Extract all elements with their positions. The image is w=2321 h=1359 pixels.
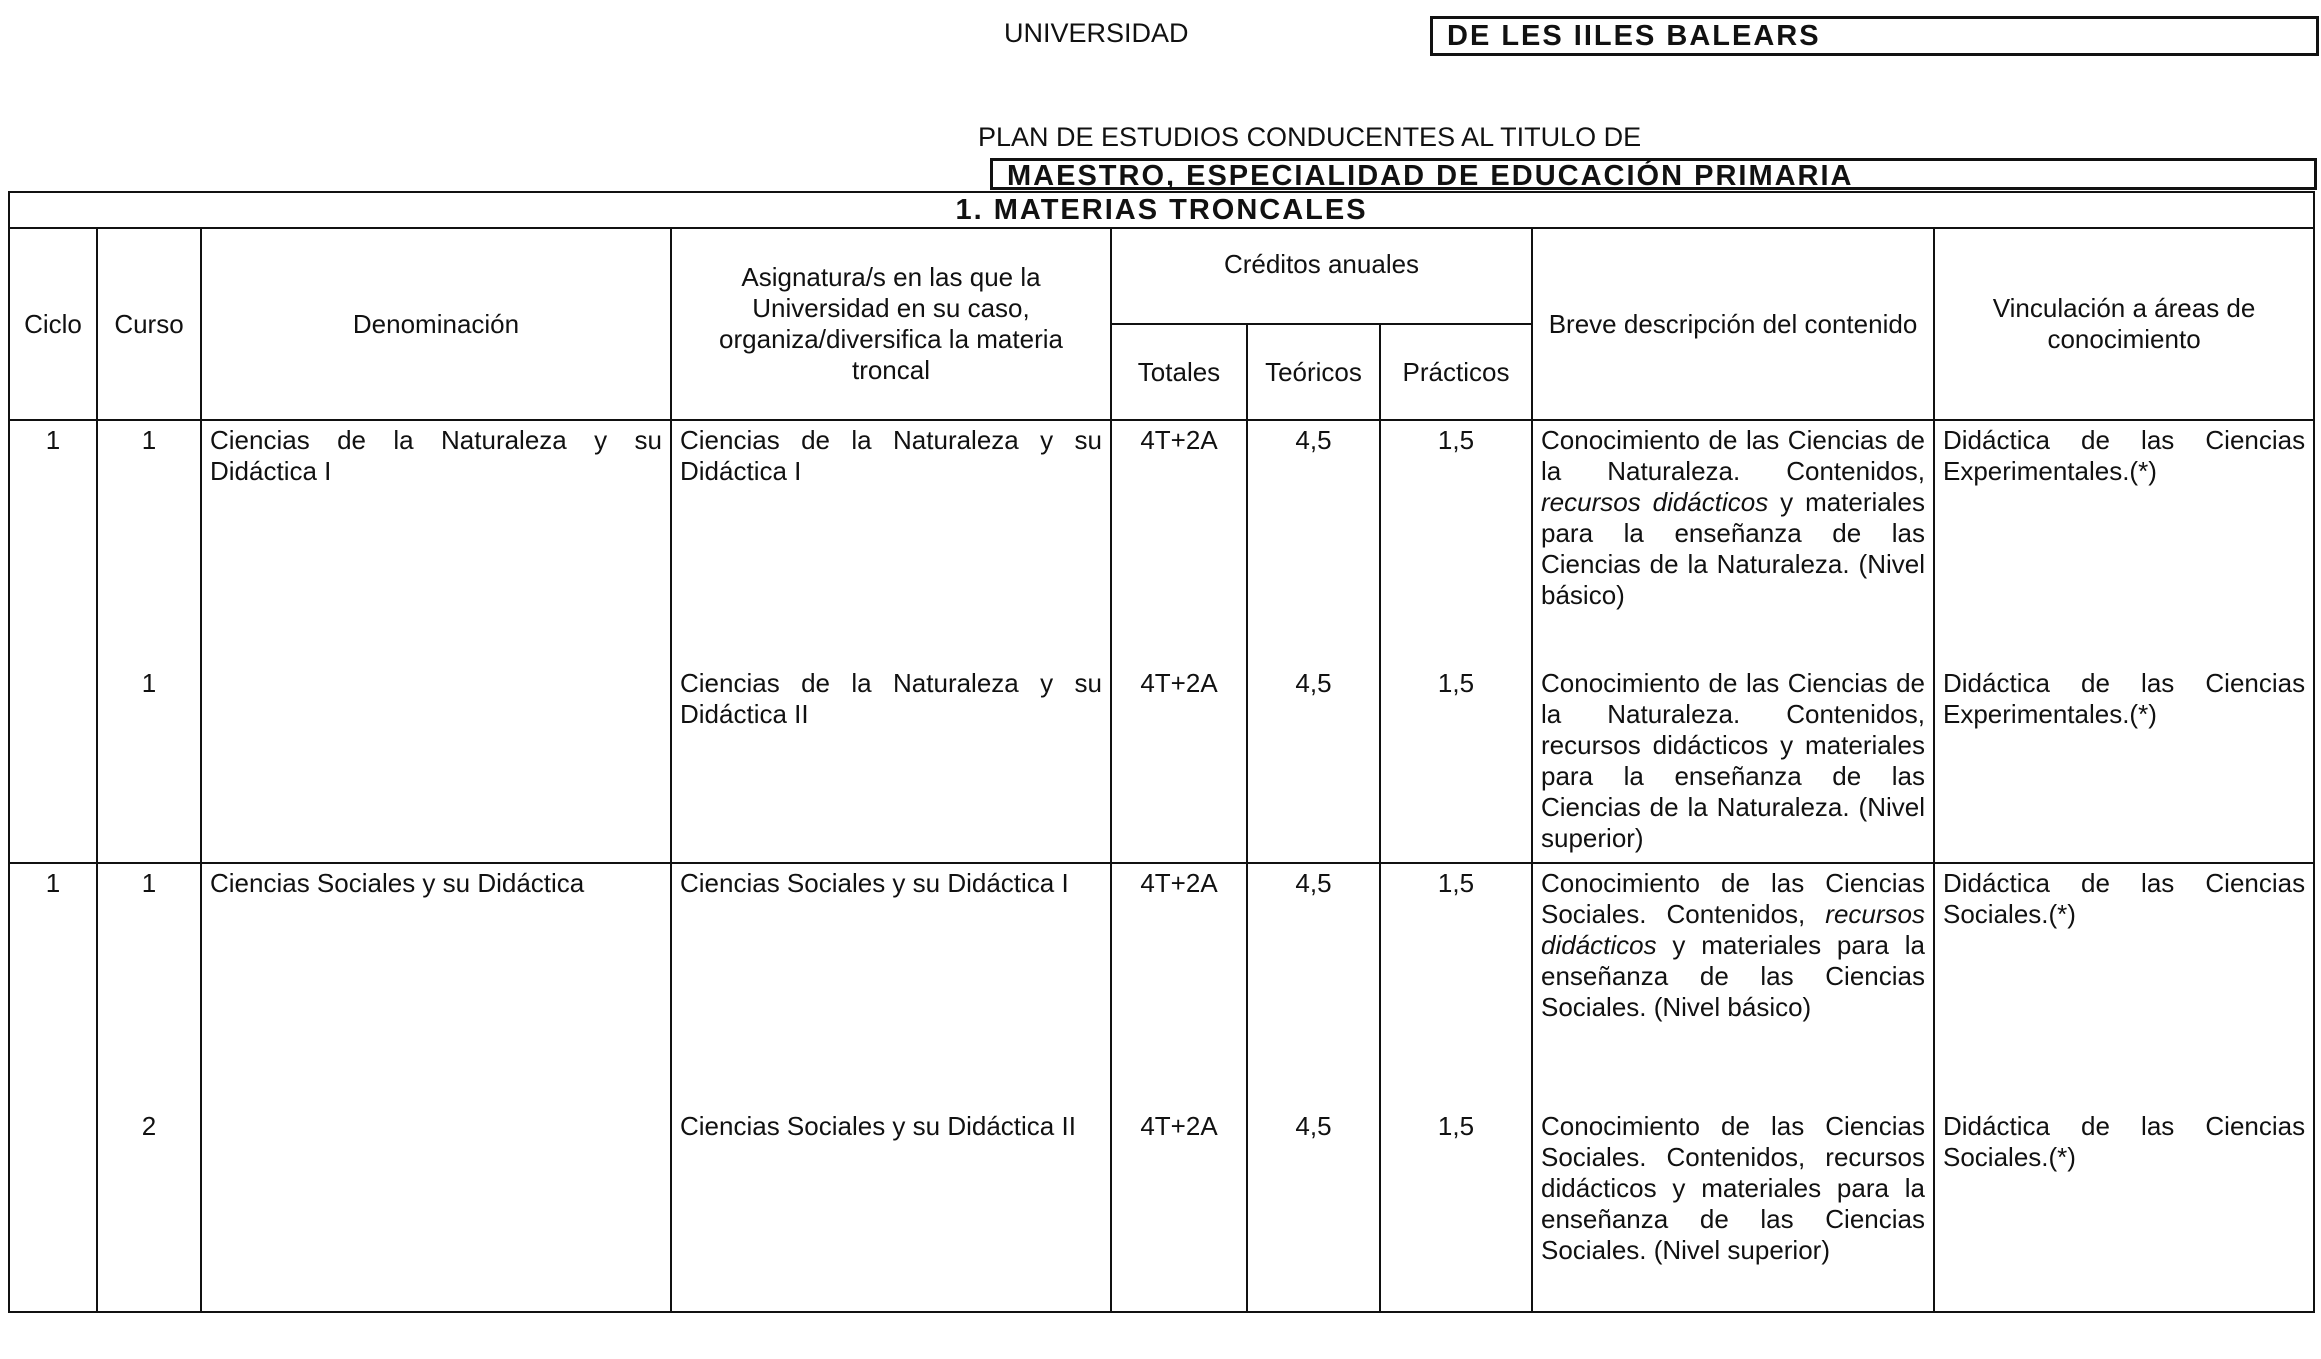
cell-asignatura: Ciencias Sociales y su Didáctica I <box>671 863 1111 1107</box>
desc-text-italic: recursos didácticos <box>1541 899 1925 960</box>
header-ciclo: Ciclo <box>9 228 97 420</box>
cell-ciclo: 1 <box>9 420 97 664</box>
desc-text-b: y materiales para la enseñanza de las Ciencias de la Naturaleza. (Nivel básico) <box>1541 487 1925 610</box>
degree-title-box: MAESTRO, ESPECIALIDAD DE EDUCACIÓN PRIMARIA <box>990 158 2317 190</box>
cell-practicos: 1,5 <box>1380 1107 1532 1312</box>
cell-denominacion: Ciencias de la Naturaleza y su Didáctica I <box>201 420 671 664</box>
materias-troncales-table <box>8 191 2315 1313</box>
header-totales: Totales <box>1111 324 1247 420</box>
section-title: 1. MATERIAS TRONCALES <box>9 192 2314 228</box>
cell-totales: 4T+2A <box>1111 664 1247 863</box>
table-row <box>9 863 2314 1107</box>
header-curso: Curso <box>97 228 201 420</box>
cell-asignatura: Ciencias de la Naturaleza y su Didáctica II <box>671 664 1111 863</box>
cell-asignatura: Ciencias Sociales y su Didáctica II <box>671 1107 1111 1312</box>
header-row <box>9 228 2314 324</box>
desc-text-a: Conocimiento de las Ciencias de la Naturaleza. Contenidos, <box>1541 425 1925 486</box>
header-practicos: Prácticos <box>1380 324 1532 420</box>
header-teoricos: Teóricos <box>1247 324 1380 420</box>
desc-text-b: y materiales para la enseñanza de las Ciencias Sociales. (Nivel básico) <box>1541 930 1925 1022</box>
header-descripcion: Breve descripción del contenido <box>1532 228 1934 420</box>
cell-ciclo <box>9 1107 97 1312</box>
cell-descripcion: Conocimiento de las Ciencias de la Naturaleza. Contenidos, recursos didácticos y materiales para la enseñanza de las Ciencias de la Naturaleza. (Nivel superior) <box>1532 664 1934 863</box>
universidad-label: UNIVERSIDAD <box>1004 18 1189 48</box>
table-row <box>9 664 2314 863</box>
cell-teoricos: 4,5 <box>1247 420 1380 664</box>
cell-totales: 4T+2A <box>1111 420 1247 664</box>
desc-text-a: Conocimiento de las Ciencias Sociales. Contenidos, <box>1541 868 1925 929</box>
cell-vinculacion: Didáctica de las Ciencias Experimentales.(*) <box>1934 420 2314 664</box>
cell-teoricos: 4,5 <box>1247 664 1380 863</box>
cell-totales: 4T+2A <box>1111 863 1247 1107</box>
header-creditos: Créditos anuales <box>1111 228 1532 324</box>
cell-practicos: 1,5 <box>1380 863 1532 1107</box>
plan-label: PLAN DE ESTUDIOS CONDUCENTES AL TITULO DE <box>978 122 1642 152</box>
header-vinculacion: Vinculación a áreas de conocimiento <box>1934 228 2314 420</box>
cell-curso: 2 <box>97 1107 201 1312</box>
cell-denominacion <box>201 1107 671 1312</box>
section-title-row <box>9 192 2314 228</box>
cell-vinculacion: Didáctica de las Ciencias Experimentales.(*) <box>1934 664 2314 863</box>
table-row <box>9 420 2314 664</box>
universidad-name-box: DE LES IILES BALEARS <box>1430 16 2319 56</box>
cell-practicos: 1,5 <box>1380 420 1532 664</box>
cell-descripcion: Conocimiento de las Ciencias Sociales. Contenidos, recursos didácticos y materiales para la enseñanza de las Ciencias Sociales. (Nivel superior) <box>1532 1107 1934 1312</box>
header-denominacion: Denominación <box>201 228 671 420</box>
cell-vinculacion: Didáctica de las Ciencias Sociales.(*) <box>1934 1107 2314 1312</box>
cell-totales: 4T+2A <box>1111 1107 1247 1312</box>
cell-denominacion <box>201 664 671 863</box>
header-asignatura: Asignatura/s en las que la Universidad en su caso, organiza/diversifica la materia troncal <box>671 228 1111 420</box>
cell-teoricos: 4,5 <box>1247 863 1380 1107</box>
cell-curso: 1 <box>97 863 201 1107</box>
cell-descripcion <box>1532 420 1934 664</box>
table-row <box>9 1107 2314 1312</box>
cell-vinculacion: Didáctica de las Ciencias Sociales.(*) <box>1934 863 2314 1107</box>
cell-practicos: 1,5 <box>1380 664 1532 863</box>
cell-curso: 1 <box>97 420 201 664</box>
cell-curso: 1 <box>97 664 201 863</box>
cell-asignatura: Ciencias de la Naturaleza y su Didáctica I <box>671 420 1111 664</box>
cell-denominacion: Ciencias Sociales y su Didáctica <box>201 863 671 1107</box>
cell-ciclo: 1 <box>9 863 97 1107</box>
cell-descripcion <box>1532 863 1934 1107</box>
cell-ciclo <box>9 664 97 863</box>
cell-teoricos: 4,5 <box>1247 1107 1380 1312</box>
desc-text-italic: recursos didácticos <box>1541 487 1769 517</box>
